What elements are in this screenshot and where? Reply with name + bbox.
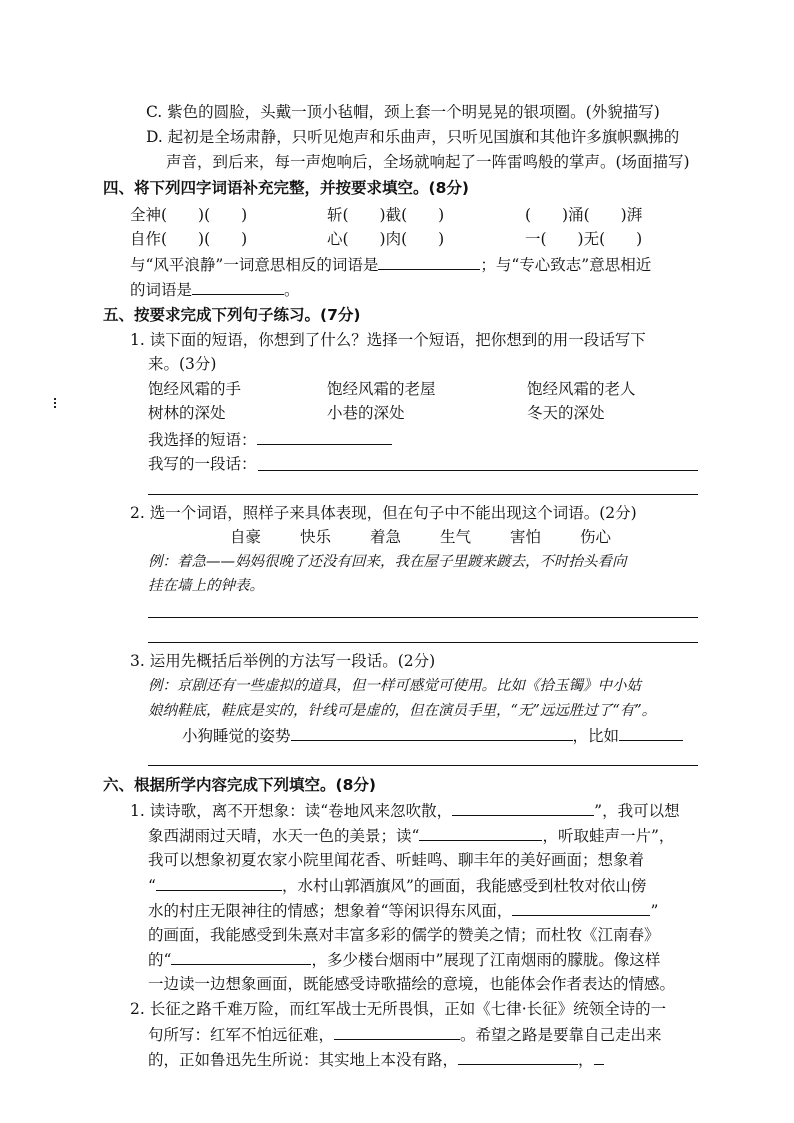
margin-dots: [54, 398, 57, 410]
phrase-5: 小巷的深处: [327, 404, 405, 422]
poem-prompt-5: 水的村庄无限神往的情感；想象着“等闲识得东风面，: [148, 902, 513, 920]
synonym-prompt: ；与“专心致志”意思相近: [480, 256, 652, 274]
quote-close: ”: [650, 902, 659, 920]
dog-sleep-blank[interactable]: [291, 725, 573, 741]
phrase-1: 饱经风霜的手: [148, 380, 242, 398]
poem-blank-3[interactable]: [156, 875, 282, 891]
option-c: C. 紫色的圆脸，头戴一顶小毡帽，颈上套一个明晃晃的银项圈。(外貌描写): [146, 103, 660, 121]
q6-1-line3: 我可以想象初夏农家小院里闻花香、听蛙鸣、聊丰年的美好画面；想象着: [148, 851, 645, 869]
synonym-blank[interactable]: [192, 279, 284, 295]
synonym-prompt-2: 的词语是: [130, 281, 193, 299]
comma: ，: [578, 1051, 594, 1069]
phrase-3: 饱经风霜的老人: [527, 380, 636, 398]
q6-1-line1: [130, 800, 680, 821]
q5-2-example-2: 挂在墙上的钟表。: [148, 578, 264, 594]
luxun-prompt: 的，正如鲁迅先生所说：其实地上本没有路，: [148, 1051, 459, 1069]
dog-sleep-row: [182, 725, 683, 746]
poem-prompt-2: 象西湖雨过天晴，水天一色的美景；读“: [148, 827, 420, 845]
q5-3-line1: 3. 运用先概括后举例的方法写一段话。(2分): [130, 652, 436, 670]
q6-1-line4: [148, 875, 646, 896]
poem-blank-4[interactable]: [512, 900, 650, 916]
idiom-2: 斩( )截( ): [327, 206, 445, 224]
word-3: 着急: [370, 528, 402, 546]
idiom-4: 自作( )( ): [130, 230, 248, 248]
q6-2-line1: 2. 长征之路千难万险，而红军战士无所畏惧，正如《七律·长征》统领全诗的一: [130, 1000, 667, 1018]
idiom-3: ( )涌( )湃: [525, 206, 643, 224]
write-label: 我写的一段话：: [148, 455, 257, 473]
poem-blank-2[interactable]: [419, 825, 542, 841]
luxun-blank-2[interactable]: [594, 1049, 604, 1065]
option-d-line2: 声音，到后来，每一声炮响后，全场就响起了一阵雷鸣般的掌声。(场面描写): [166, 153, 690, 171]
example-blank[interactable]: [619, 725, 683, 741]
section-6-title: 六、根据所学内容完成下列填空。(8分): [103, 776, 376, 794]
quote-open: “: [148, 877, 156, 895]
hope-prompt: 。希望之路是要靠自己走出来: [460, 1026, 662, 1044]
idiom-1: 全神( )( ): [130, 206, 248, 224]
q6-1-line5: [148, 900, 658, 921]
poem-prompt-1b: ”，我可以想: [594, 802, 680, 820]
word-6: 伤心: [580, 528, 612, 546]
long-march-blank[interactable]: [334, 1024, 460, 1040]
poem-prompt-7b: ，多少楼台烟雨中”展现了江南烟雨的朦胧。像这样: [311, 951, 661, 969]
write-line-2[interactable]: [148, 494, 698, 495]
q6-1-line2: [148, 825, 674, 846]
luxun-blank-1[interactable]: [458, 1049, 578, 1065]
synonym-line: [130, 279, 300, 300]
poem-blank-1[interactable]: [452, 800, 594, 816]
idiom-5: 心( )肉( ): [327, 230, 445, 248]
idiom-6: 一( )无( ): [525, 230, 643, 248]
phrase-6: 冬天的深处: [527, 404, 605, 422]
choose-blank[interactable]: [257, 429, 392, 445]
phrase-4: 树林的深处: [148, 404, 226, 422]
antonym-blank[interactable]: [378, 254, 480, 270]
for-example: ，比如: [572, 727, 620, 745]
poem-blank-5[interactable]: [171, 949, 311, 965]
choose-label: 我选择的短语：: [148, 431, 257, 449]
q6-1-line6: 的画面，我能感受到朱熹对丰富多彩的儒学的赞美之情；而杜牧《江南春》: [148, 926, 660, 944]
poem-prompt-1: 1. 读诗歌，离不开想象：读“卷地风来忽吹散，: [130, 802, 453, 820]
antonym-prompt: 与“风平浪静”一词意思相反的词语是: [130, 256, 379, 274]
q6-2-line3: [148, 1049, 604, 1070]
period: 。: [284, 281, 300, 299]
answer-line-3[interactable]: [148, 765, 698, 766]
poem-prompt-4b: ，水村山郭酒旗风”的画面，我能感受到杜牧对依山傍: [281, 877, 647, 895]
poem-prompt-7: 的“: [148, 951, 172, 969]
poem-prompt-2b: ，听取蛙声一片”，: [542, 827, 675, 845]
q5-2-example-1: 例：着急——妈妈很晚了还没有回来，我在屋子里踱来踱去，不时抬头看向: [148, 554, 627, 570]
q5-3-example-2: 娘纳鞋底，鞋底是实的，针线可是虚的，但在演员手里，“无”远远胜过了“有”。: [148, 703, 657, 719]
q6-2-line2: [148, 1024, 662, 1045]
word-4: 生气: [440, 528, 472, 546]
option-d-line1: D. 起初是全场肃静，只听见炮声和乐曲声，只听见国旗和其他许多旗帜飘拂的: [146, 128, 680, 146]
q6-1-line7: [148, 949, 660, 970]
word-1: 自豪: [230, 528, 262, 546]
write-line-1[interactable]: [258, 470, 698, 471]
section-4-title: 四、将下列四字词语补充完整，并按要求填空。(8分): [103, 179, 469, 197]
word-5: 害怕: [510, 528, 542, 546]
q5-1-line1: 1. 读下面的短语，你想到了什么？选择一个短语，把你想到的用一段话写下: [130, 331, 646, 349]
q6-1-line8: 一边读一边想象画面，既能感受诗歌描绘的意境，也能体会作者表达的情感。: [148, 975, 676, 993]
dog-sleep-prompt: 小狗睡觉的姿势: [182, 727, 291, 745]
answer-line-2[interactable]: [148, 642, 698, 643]
long-march-prompt: 句所写：红军不怕远征难，: [148, 1026, 335, 1044]
choose-row: [148, 429, 392, 450]
answer-line-1[interactable]: [148, 617, 698, 618]
phrase-2: 饱经风霜的老屋: [327, 380, 436, 398]
word-2: 快乐: [300, 528, 332, 546]
q5-3-example-1: 例：京剧还有一些虚拟的道具，但一样可感觉可使用。比如《拾玉镯》中小姑: [148, 678, 641, 694]
section-5-title: 五、按要求完成下列句子练习。(7分): [103, 306, 361, 324]
q5-1-line2: 来。(3分): [148, 355, 217, 373]
q5-2-line1: 2. 选一个词语，照样子来具体表现，但在句子中不能出现这个词语。(2分): [130, 504, 637, 522]
antonym-line: [130, 254, 651, 275]
